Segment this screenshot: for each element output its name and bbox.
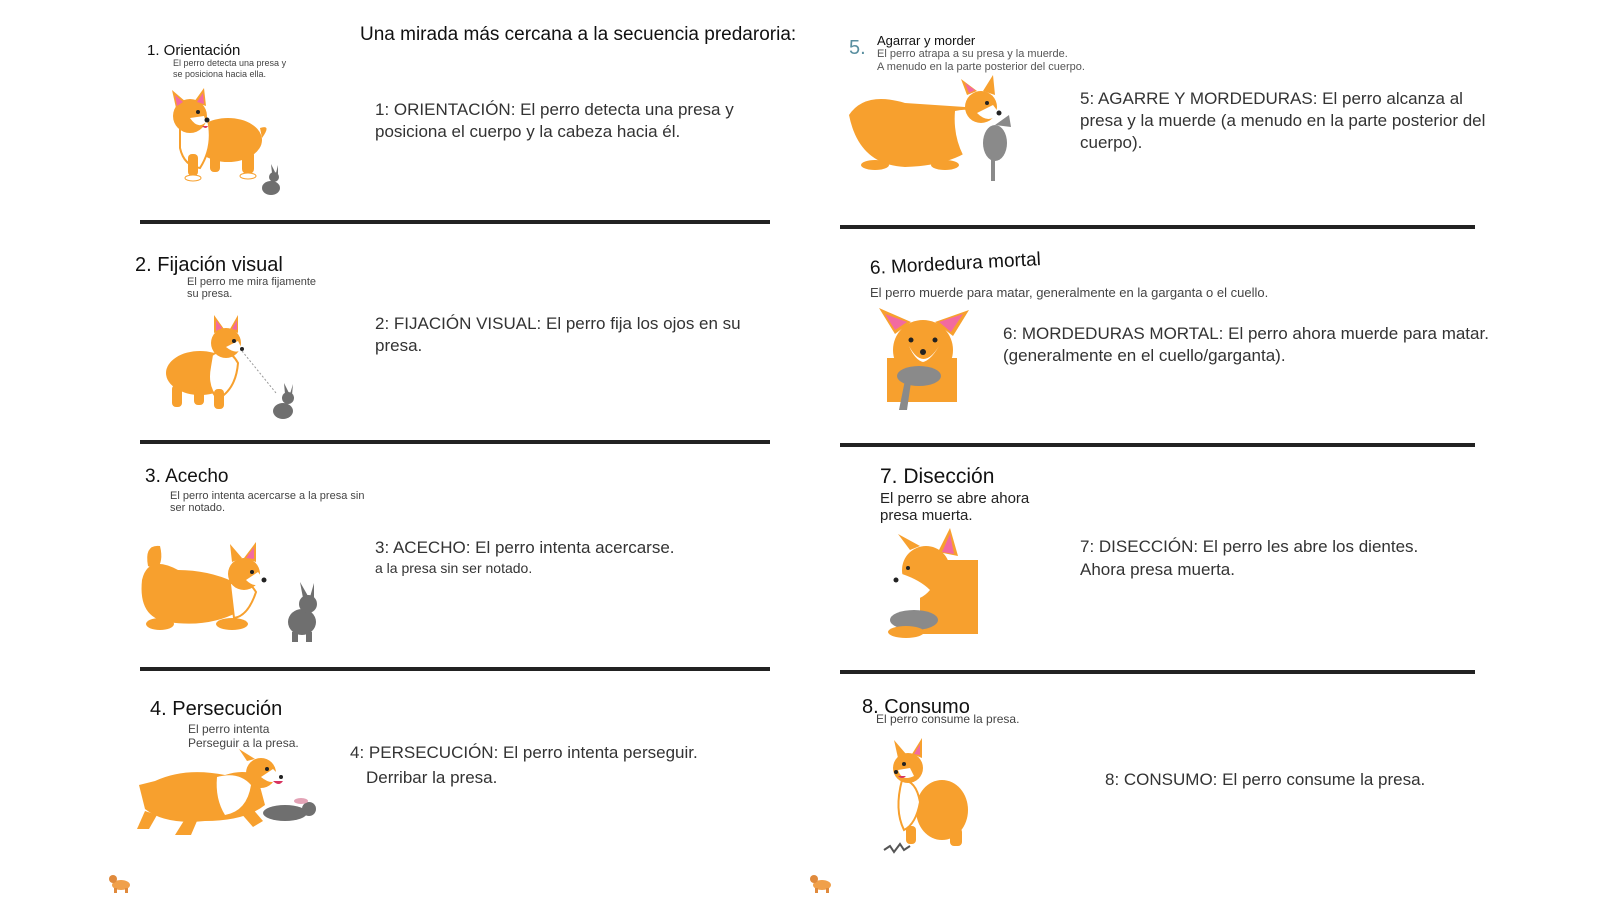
step-3-subtitle: El perro intenta acercarse a la presa sin ser notado. (170, 490, 365, 514)
corgi-eating-illustration (880, 740, 990, 860)
page-title: Una mirada más cercana a la secuencia predaroria: (360, 24, 797, 45)
corgi-chasing-illustration (135, 755, 335, 845)
step-1-title: 1. Orientación (147, 42, 241, 59)
section-divider (840, 670, 1475, 674)
step-3-description: 3: ACECHO: El perro intenta acercarse. a la presa sin ser notado. (375, 538, 675, 576)
section-divider (840, 443, 1475, 447)
step-6-description: 6: MORDEDURAS MORTAL: El perro ahora muerde para matar. (generalmente en el cuello/garganta). (1003, 324, 1489, 365)
step-4-description: 4: PERSECUCIÓN: El perro intenta perseguir. Derribar la presa. (350, 743, 698, 787)
step-7-description: 7: DISECCIÓN: El perro les abre los dientes. Ahora presa muerta. (1080, 537, 1419, 579)
step-8-description: 8: CONSUMO: El perro consume la presa. (1105, 770, 1426, 789)
step-6-title: 6. Mordedura mortal (869, 249, 1042, 279)
step-5-title: Agarrar y morder (877, 33, 976, 48)
section-divider (140, 220, 770, 224)
step-2-subtitle: El perro me mira fijamente su presa. (187, 276, 316, 300)
section-divider (140, 667, 770, 671)
corgi-dissecting-illustration (880, 530, 990, 655)
step-6-subtitle: El perro muerde para matar, generalmente en la garganta o el cuello. (870, 285, 1269, 300)
section-divider (140, 440, 770, 444)
step-4-subtitle: El perro intenta Perseguir a la presa. (188, 722, 299, 750)
step-1-description: 1: ORIENTACIÓN: El perro detecta una presa y posiciona el cuerpo y la cabeza hacia él. (375, 100, 734, 141)
corgi-grabbing-illustration (845, 85, 1045, 195)
step-1-subtitle: El perro detecta una presa y se posiciona hacia ella. (173, 58, 287, 79)
step-5-subtitle: El perro atrapa a su presa y la muerde. A menudo en la parte posterior del cuerpo. (877, 48, 1085, 73)
step-4-title: 4. Persecución (150, 698, 283, 720)
step-7-title: 7. Disección (880, 465, 995, 488)
step-2-description: 2: FIJACIÓN VISUAL: El perro fija los ojos en su presa. (375, 314, 741, 355)
corgi-fatal-bite-illustration (875, 310, 985, 425)
corgi-stalking-illustration (138, 540, 328, 650)
step-8-title: 8. Consumo (862, 696, 970, 718)
corgi-staring-illustration (158, 315, 308, 430)
corgi-sitting-illustration (160, 88, 300, 203)
section-divider (840, 225, 1475, 229)
step-5-number: 5. (849, 37, 866, 59)
corgi-logo-icon (808, 872, 838, 894)
step-7-subtitle: El perro se abre ahora presa muerta. (880, 490, 1030, 524)
step-8-subtitle: El perro consume la presa. (876, 712, 1020, 726)
step-5-description: 5: AGARRE Y MORDEDURAS: El perro alcanza al presa y la muerde (a menudo en la parte posterior del cuerpo). (1080, 89, 1486, 152)
corgi-logo-icon (107, 872, 137, 894)
step-3-title: 3. Acecho (145, 466, 229, 487)
step-2-title: 2. Fijación visual (135, 254, 283, 276)
